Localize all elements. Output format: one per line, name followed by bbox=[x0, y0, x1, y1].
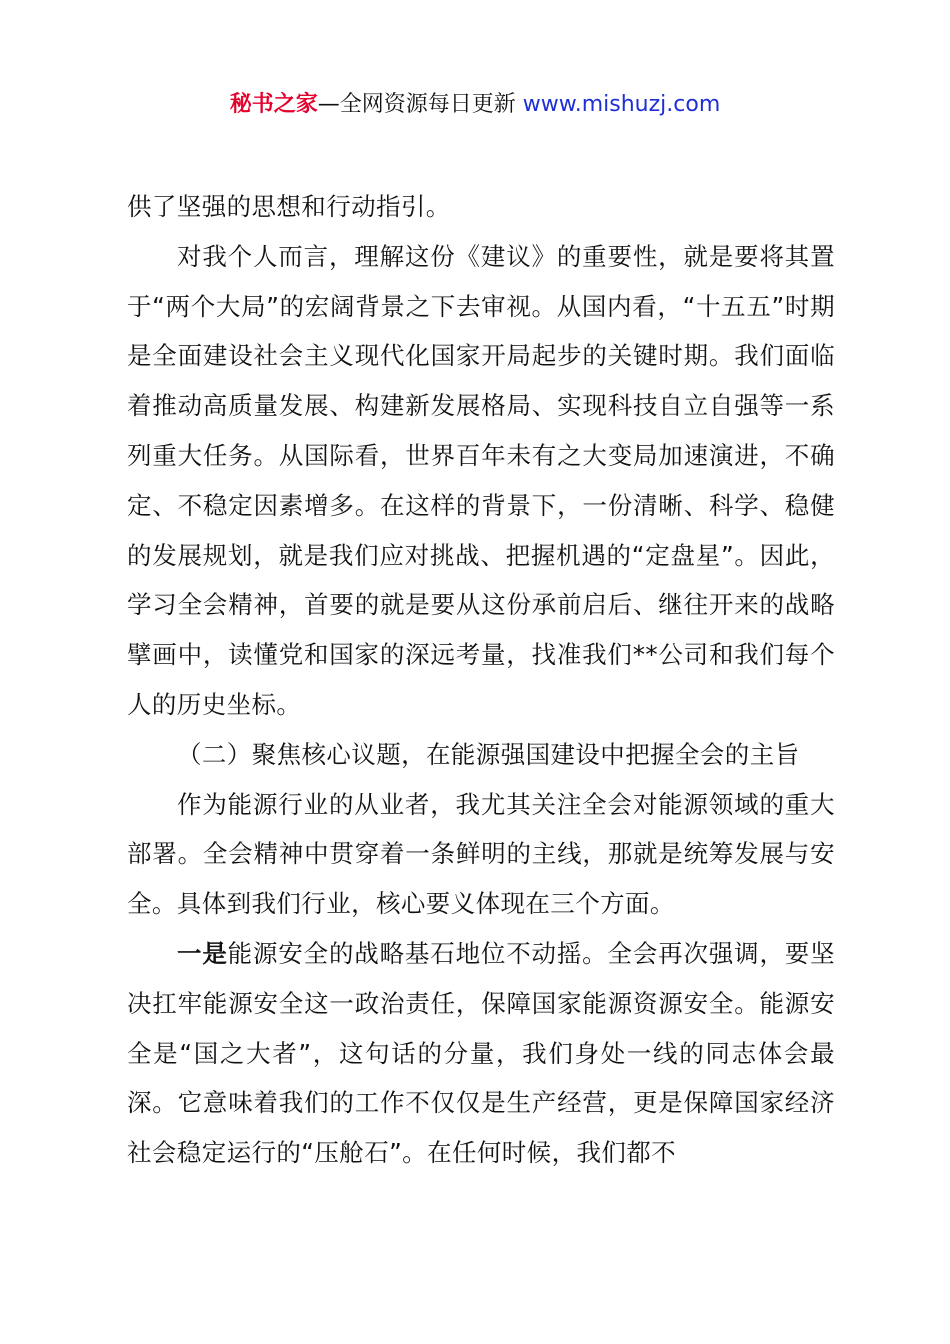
header-tagline: —全网资源每日更新 bbox=[317, 92, 523, 117]
brand-name: 秘书之家 bbox=[229, 92, 318, 117]
section-heading-2: （二）聚焦核心议题，在能源强国建设中把握全会的主旨 bbox=[177, 739, 800, 769]
paragraph-energy-industry: 作为能源行业的从业者，我尤其关注全会对能源领域的重大部署。全会精神中贯穿着一条鲜明的主线，那就是统筹发展与安全。具体到我们行业，核心要义体现在三个方面。 bbox=[127, 789, 835, 919]
paragraph-continuation: 供了坚强的思想和行动指引。 bbox=[127, 192, 451, 221]
document-body bbox=[127, 182, 835, 1178]
paragraph-two-overall-situations: 对我个人而言，理解这份《建议》的重要性，就是要将其置于“两个大局”的宏阔背景之下去审视。从国内看，“十五五”时期是全面建设社会主义现代化国家开局起步的关键时期。我们面临着推动高质量发展、构建新发展格局、实现科技自立自强等一系列重大任务。从国际看，世界百年未有之大变局加速演进，不确定、不稳定因素增多。在这样的背景下，一份清晰、科学、稳健的发展规划，就是我们应对挑战、把握机遇的“定盘星”。因此，学习全会精神，首要的就是要从这份承前启后、继往开来的战略擘画中，读懂党和国家的深远考量，找准我们**公司和我们每个人的历史坐标。 bbox=[127, 241, 835, 719]
paragraph-energy-security bbox=[127, 929, 835, 1178]
point-one-lead: 一是 bbox=[177, 938, 228, 968]
page-header bbox=[0, 88, 950, 122]
point-one-text: 能源安全的战略基石地位不动摇。全会再次强调，要坚决扛牢能源安全这一政治责任，保障国家能源资源安全。能源安全是“国之大者”，这句话的分量，我们身处一线的同志体会最深。它意味着我们的工作不仅仅是生产经营，更是保障国家经济社会稳定运行的“压舱石”。在任何时候，我们都不 bbox=[127, 938, 835, 1168]
site-url-link[interactable]: www.mishuzj.com bbox=[522, 92, 721, 117]
